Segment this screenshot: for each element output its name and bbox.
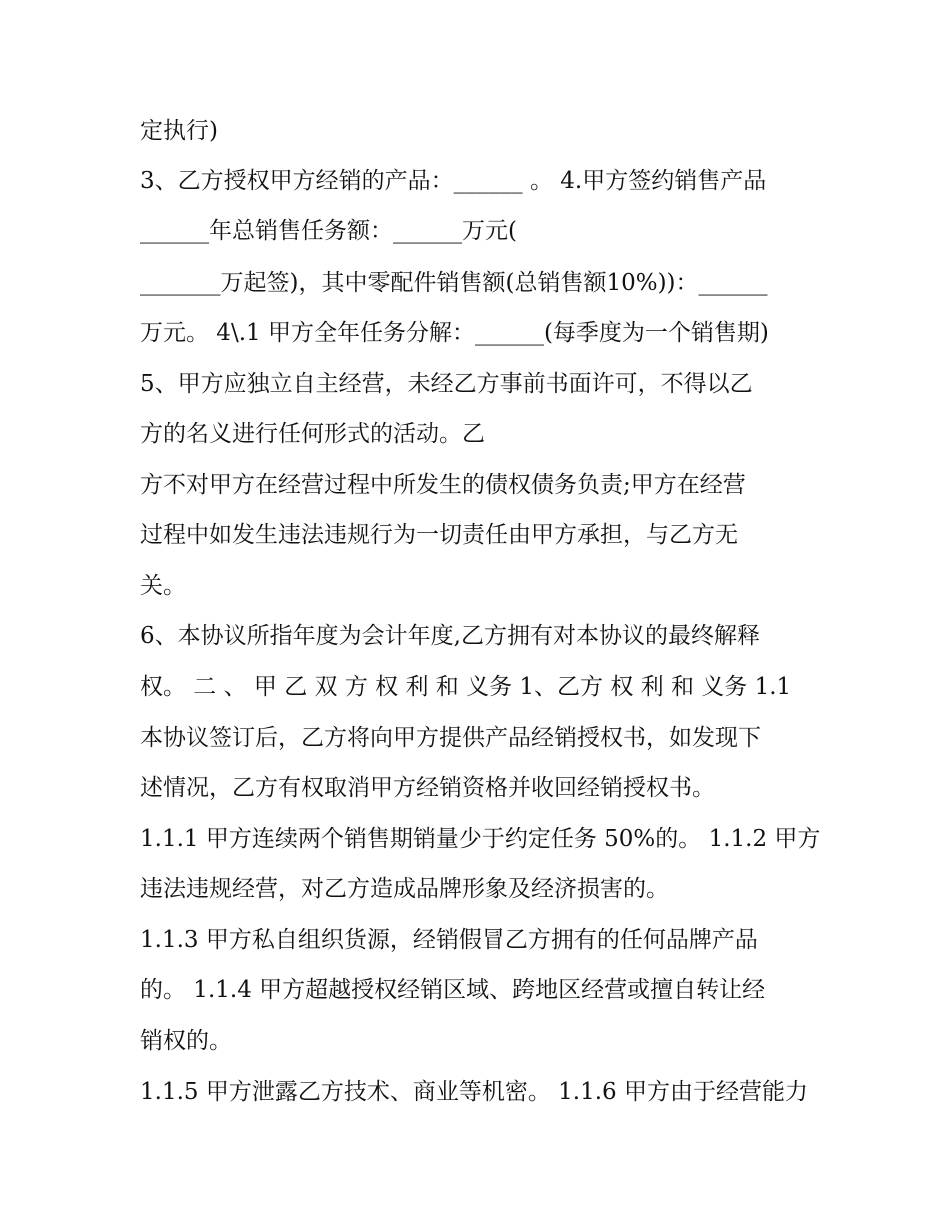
text-line: 万元。 4\.1 甲方全年任务分解：______(每季度为一个销售期) (140, 320, 769, 346)
text-line: 关。 (140, 573, 186, 599)
text-line: 1.1.1 甲方连续两个销售期销量少于约定任务 50%的。 1.1.2 甲方 (140, 826, 821, 852)
text-line: ______年总销售任务额：______万元( (140, 218, 517, 244)
text-line: 方的名义进行任何形式的活动。乙 (140, 421, 485, 447)
text-line: 定执行) (140, 118, 218, 144)
text-line: 违法违规经营，对乙方造成品牌形象及经济损害的。 (140, 876, 669, 902)
text-line: 6、本协议所指年度为会计年度,乙方拥有对本协议的最终解释 (140, 623, 760, 649)
text-line: 1.1.5 甲方泄露乙方技术、商业等机密。 1.1.6 甲方由于经营能力 (140, 1079, 808, 1105)
text-line: 过程中如发生违法违规行为一切责任由甲方承担，与乙方无 (140, 522, 738, 548)
text-line: 销权的。 (140, 1028, 232, 1054)
text-line: 述情况，乙方有权取消甲方经销资格并收回经销授权书。 (140, 775, 715, 801)
text-line: 5、甲方应独立自主经营，未经乙方事前书面许可，不得以乙 (140, 371, 753, 397)
text-line: 权。 二 、 甲 乙 双 方 权 利 和 义务 1、乙方 权 利 和 义务 1.1 (140, 674, 792, 700)
text-line: 3、乙方授权甲方经销的产品：______ 。 4.甲方签约销售产品 (140, 168, 767, 194)
text-line: _______万起签)，其中零配件销售额(总销售额10%))：______ (140, 270, 768, 296)
text-line: 方不对甲方在经营过程中所发生的债权债务负责;甲方在经营 (140, 472, 746, 498)
text-line: 本协议签订后，乙方将向甲方提供产品经销授权书，如发现下 (140, 725, 761, 751)
text-line: 1.1.3 甲方私自组织货源，经销假冒乙方拥有的任何品牌产品 (140, 927, 758, 953)
text-line: 的。 1.1.4 甲方超越授权经销区域、跨地区经营或擅自转让经 (140, 977, 766, 1003)
